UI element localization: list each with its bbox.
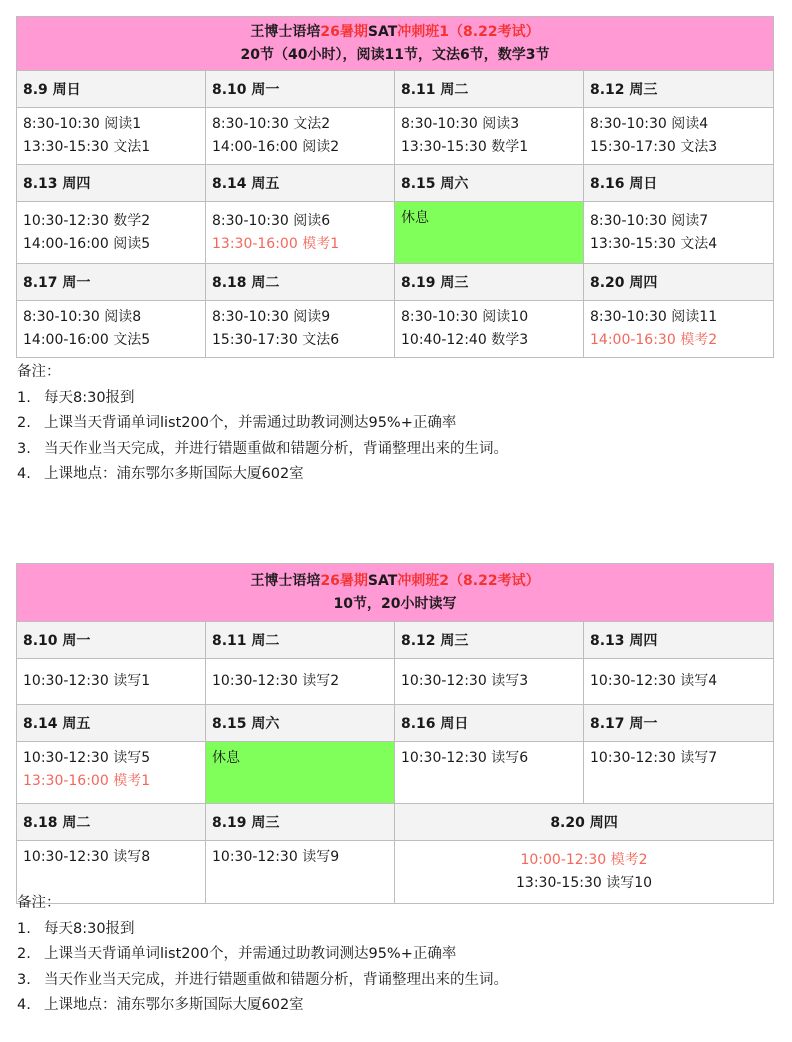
activity-cell: [584, 108, 774, 165]
activity-row: [17, 742, 774, 804]
day-cell: 8.18 周二: [206, 264, 395, 301]
activity-cell: [17, 742, 206, 804]
activity-cell: [206, 301, 395, 358]
note-number: 3.: [17, 971, 31, 988]
session-line: 10:30-12:30 读写5: [23, 750, 151, 766]
schedule-subtitle: 10节，20小时读写: [333, 595, 457, 612]
session-line: 8:30-10:30 阅读7: [590, 212, 709, 229]
note-number: 1.: [17, 389, 31, 406]
note-item: [17, 993, 508, 1019]
day-cell: 8.15 周六: [206, 705, 395, 742]
note-item: [17, 437, 508, 463]
note-text: 每天8:30报到: [44, 920, 135, 937]
day-cell: 8.19 周三: [395, 264, 584, 301]
activity-cell: [17, 301, 206, 358]
note-item: [17, 968, 508, 994]
rest-day-cell: [206, 742, 395, 804]
session-line: 10:30-12:30 数学2: [23, 212, 151, 229]
day-cell: 8.19 周三: [206, 804, 395, 841]
activity-row: [17, 202, 774, 264]
title-text: SAT: [367, 23, 398, 40]
session-line: 8:30-10:30 阅读1: [23, 116, 142, 132]
title-text: 王博士语培: [250, 572, 321, 589]
title-line: [23, 570, 767, 593]
title-row: [17, 17, 774, 71]
session-line: 10:30-12:30 读写8: [23, 849, 151, 865]
title-text: SAT: [367, 572, 398, 589]
day-cell: 8.12 周三: [584, 71, 774, 108]
day-row: [17, 264, 774, 301]
day-cell: 8.12 周三: [395, 622, 584, 659]
note-text: 当天作业当天完成，并进行错题重做和错题分析，背诵整理出来的生词。: [44, 971, 508, 988]
session-line: 14:00-16:00 文法5: [23, 332, 151, 348]
note-item: [17, 942, 508, 968]
activity-cell: [17, 202, 206, 264]
schedule-table-1: [16, 16, 774, 358]
mock-exam-line: 14:00-16:30 模考2: [590, 332, 718, 348]
session-line: 10:30-12:30 读写6: [401, 750, 529, 766]
session-line: 8:30-10:30 阅读8: [23, 309, 142, 325]
note-text: 上课当天背诵单词list200个，并需通过助教词测达95%+正确率: [44, 946, 457, 962]
day-cell: 8.13 周四: [17, 165, 206, 202]
day-cell: 8.11 周二: [395, 71, 584, 108]
day-cell: 8.18 周二: [17, 804, 206, 841]
day-cell: 8.9 周日: [17, 71, 206, 108]
activity-row: [17, 108, 774, 165]
day-cell: 8.10 周一: [17, 622, 206, 659]
session-line: 13:30-15:30 读写10: [516, 875, 653, 891]
note-text: 当天作业当天完成，并进行错题重做和错题分析，背诵整理出来的生词。: [44, 440, 508, 457]
note-text: 上课地点：浦东鄂尔多斯国际大厦602室: [44, 997, 304, 1013]
activity-cell: [17, 108, 206, 165]
day-cell: 8.13 周四: [584, 622, 774, 659]
activity-cell: [584, 659, 774, 705]
note-number: 4.: [17, 466, 31, 482]
session-line: 8:30-10:30 文法2: [212, 116, 331, 132]
day-row: [17, 804, 774, 841]
day-cell: 8.17 周一: [17, 264, 206, 301]
activity-cell: [395, 659, 584, 705]
activity-row: [17, 659, 774, 705]
note-text: 上课地点：浦东鄂尔多斯国际大厦602室: [44, 466, 304, 482]
session-line: 10:30-12:30 读写1: [23, 673, 151, 689]
day-row: [17, 165, 774, 202]
day-cell: 8.16 周日: [395, 705, 584, 742]
title-highlight: 冲刺班2（8.22考试）: [397, 572, 540, 589]
day-cell: 8.15 周六: [395, 165, 584, 202]
mock-exam-line: 13:30-16:00 模考1: [23, 773, 151, 789]
session-line: 15:30-17:30 文法6: [212, 332, 340, 348]
title-text: 王博士语培: [250, 23, 321, 40]
activity-cell: [395, 742, 584, 804]
day-cell: 8.20 周四: [584, 264, 774, 301]
day-cell: 8.11 周二: [206, 622, 395, 659]
session-line: 10:40-12:40 数学3: [401, 332, 529, 348]
session-line: 8:30-10:30 阅读4: [590, 116, 709, 132]
session-line: 10:30-12:30 读写3: [401, 673, 529, 689]
session-line: 10:30-12:30 读写7: [590, 750, 718, 766]
note-item: [17, 386, 508, 412]
title-highlight: 26暑期: [320, 572, 368, 589]
session-line: 10:30-12:30 读写9: [212, 849, 340, 865]
schedule-title: [17, 17, 774, 71]
session-line: 13:30-15:30 文法4: [590, 235, 718, 252]
day-cell: 8.10 周一: [206, 71, 395, 108]
activity-cell: [206, 659, 395, 705]
note-item: [17, 462, 508, 488]
activity-cell: [584, 742, 774, 804]
session-line: 15:30-17:30 文法3: [590, 139, 718, 155]
day-cell: 8.14 周五: [17, 705, 206, 742]
activity-cell: [584, 301, 774, 358]
notes-section: [17, 891, 508, 1019]
activity-cell: [395, 108, 584, 165]
note-text: 每天8:30报到: [44, 389, 135, 406]
mock-exam-line: 10:00-12:30 模考2: [520, 852, 648, 868]
activity-cell: [206, 202, 395, 264]
rest-day-cell: [395, 202, 584, 264]
schedule-table-2: [16, 563, 774, 904]
day-row: [17, 622, 774, 659]
note-item: [17, 917, 508, 943]
session-line: 8:30-10:30 阅读6: [212, 212, 331, 229]
session-line: 13:30-15:30 数学1: [401, 139, 529, 155]
session-line: 13:30-15:30 文法1: [23, 139, 151, 155]
note-number: 2.: [17, 415, 31, 431]
session-line: 14:00-16:00 阅读5: [23, 235, 151, 252]
session-line: 8:30-10:30 阅读11: [590, 309, 718, 325]
title-highlight: 26暑期: [320, 23, 368, 40]
session-line: 8:30-10:30 阅读10: [401, 309, 529, 325]
activity-row: [17, 301, 774, 358]
day-cell: 8.16 周日: [584, 165, 774, 202]
activity-cell: [584, 202, 774, 264]
rest-label: 休息: [212, 750, 240, 766]
note-item: [17, 411, 508, 437]
notes-heading: 备注：: [17, 364, 61, 380]
session-line: 10:30-12:30 读写2: [212, 673, 340, 689]
day-cell: 8.17 周一: [584, 705, 774, 742]
notes-section: [17, 360, 508, 488]
activity-cell: [17, 659, 206, 705]
activity-cell: [395, 301, 584, 358]
day-cell: 8.20 周四: [395, 804, 774, 841]
session-line: 14:00-16:00 阅读2: [212, 139, 340, 155]
day-row: [17, 71, 774, 108]
note-text: 上课当天背诵单词list200个，并需通过助教词测达95%+正确率: [44, 415, 457, 431]
title-line: [23, 21, 767, 44]
title-highlight: 冲刺班1（8.22考试）: [397, 23, 540, 40]
note-number: 1.: [17, 920, 31, 937]
notes-heading: 备注：: [17, 895, 61, 911]
note-number: 2.: [17, 946, 31, 962]
activity-cell: [206, 108, 395, 165]
schedule-subtitle: 20节（40小时），阅读11节，文法6节，数学3节: [240, 46, 550, 63]
session-line: 10:30-12:30 读写4: [590, 673, 718, 689]
day-cell: 8.14 周五: [206, 165, 395, 202]
title-row: [17, 564, 774, 622]
note-number: 3.: [17, 440, 31, 457]
day-row: [17, 705, 774, 742]
rest-label: 休息: [401, 210, 429, 226]
session-line: 8:30-10:30 阅读3: [401, 116, 520, 132]
session-line: 8:30-10:30 阅读9: [212, 309, 331, 325]
note-number: 4.: [17, 997, 31, 1013]
schedule-title: [17, 564, 774, 622]
mock-exam-line: 13:30-16:00 模考1: [212, 235, 340, 252]
